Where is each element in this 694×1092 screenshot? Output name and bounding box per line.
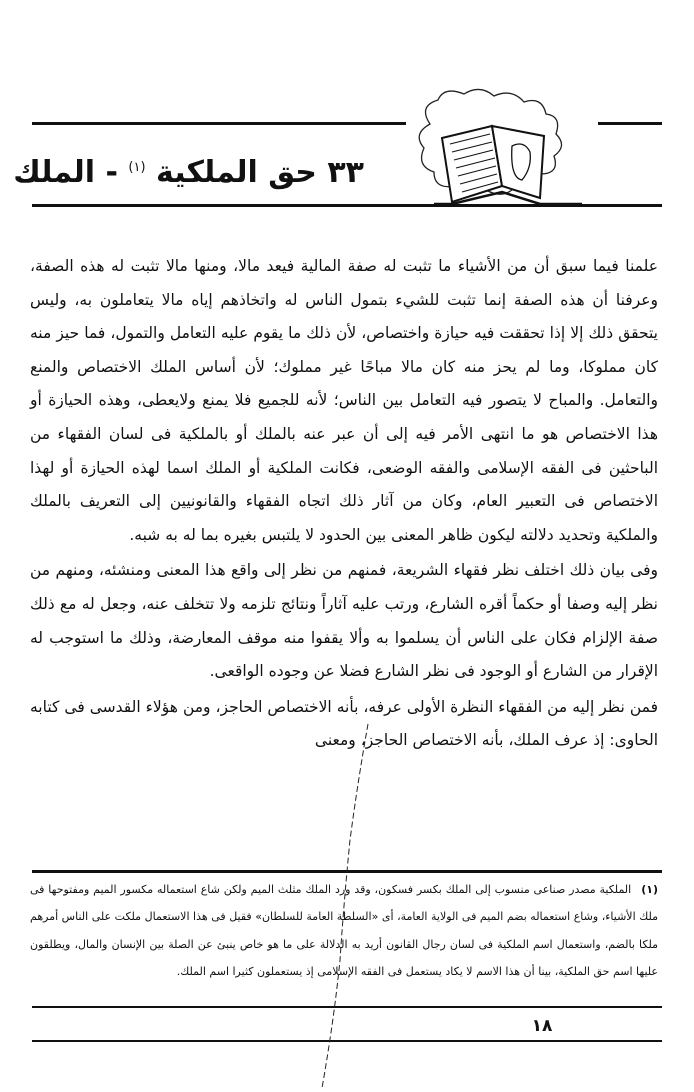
heading-suffix: - الملك	[13, 155, 118, 190]
scan-mark	[300, 720, 380, 1092]
heading-title: حق الملكية	[156, 155, 317, 190]
section-heading	[13, 146, 364, 190]
body-paragraph: وفى بيان ذلك اختلف نظر فقهاء الشريعة، فمنهم من نظر إلى واقع هذا المعنى ومنشئه، ومنهم من نظر إليه وصفا أو حكماً أقره الشارع، ورتب عليه آثاراً ونتائج تلزمه ولا تتخلف عنه، وجعل له مع ذلك صفة الإلزام فكان على الناس أن يسلموا به وألا يقفوا منه موقف المعارضة، وذلك ما استوجب له الإقرار من الشارع أو الوجود فى نظر الشارع فضلا عن وجوده الواقعى.	[30, 561, 658, 681]
heading-footnote-ref: (١)	[128, 160, 146, 175]
page-number: ١٨	[531, 1016, 553, 1036]
top-rule-long	[32, 122, 406, 125]
heading-underline	[32, 204, 662, 207]
footnote-body: الملكية مصدر صناعى منسوب إلى الملك بكسر فسكون، وقد ورد الملك مثلث الميم ولكن شاع استعماله مكسور الميم ومفتوحها فى ملك الأشياء، وشاع استعماله بضم الميم فى الولاية العامة، أى «السلطة العامة للسلطان» فقيل فى هذا الاستعمال ملكت على الناس أمرهم ملكا بالضم، واستعمال اسم الملكية فى لسان رجال القانون أريد به الدلالة على ما هو خاص ينبئ عن الصلة بين الإنسان والمال، ويطلقون عليها اسم حق الملكية، بينا أن هذا الاسم لا يكاد يستعمل فى الفقه الإسلامى إذ يستعملون كثيرا اسم الملك.	[30, 883, 658, 979]
body-paragraph: فمن نظر إليه من الفقهاء النظرة الأولى عرفه، بأنه الاختصاص الحاجز، ومن هؤلاء القدسى فى كتابه الحاوى: إذ عرف الملك، بأنه الاختصاص الحاجز، ومعنى	[30, 697, 658, 750]
top-rule-short	[598, 122, 662, 125]
body-paragraph: علمنا فيما سبق أن من الأشياء ما تثبت له صفة المالية فيعد مالا، ومنها مالا تثبت له هذه الصفة، وعرفنا أن هذه الصفة إنما تثبت للشيء بتمول الناس له واتخاذهم إياه مالا يتعاملون به، وليس يتحقق ذلك إلا إذا تحققت فيه حيازة واختصاص، لأن ذلك ما يقوم عليه التعامل والتمول، فما حيز منه كان مملوكا، وما لم يحز منه كان مالا مباحًا غير مملوك؛ لأن أساس الملك الاختصاص والمنع والتعامل. والمباح لا يتصور فيه التعامل بين الناس؛ لأنه للجميع فلا يمنع ولايعطى، وهذه الحيازة أو هذا الاختصاص هو ما انتهى الأمر فيه إلى أن عبر عنه بالملك أو بالملكية فى لسان الفقهاء من الباحثين فى الفقه الإسلامى والفقه الوضعى، فكانت الملكية أو الملك اسما لهذه الحيازة أو لهذا الاختصاص فى التعبير العام، وكان من آثار ذلك اتجاه الفقهاء والقانونيين إلى التعريف بالملك والملكية وتحديد دلالته ليكون ظاهر المعنى بين الحدود لا يلتبس بغيره بما له به شبه.	[30, 257, 658, 544]
heading-number: ٣٣	[327, 155, 364, 190]
open-book-icon	[412, 86, 590, 220]
body-text	[30, 250, 658, 758]
footnote-number: (١)	[641, 883, 658, 896]
